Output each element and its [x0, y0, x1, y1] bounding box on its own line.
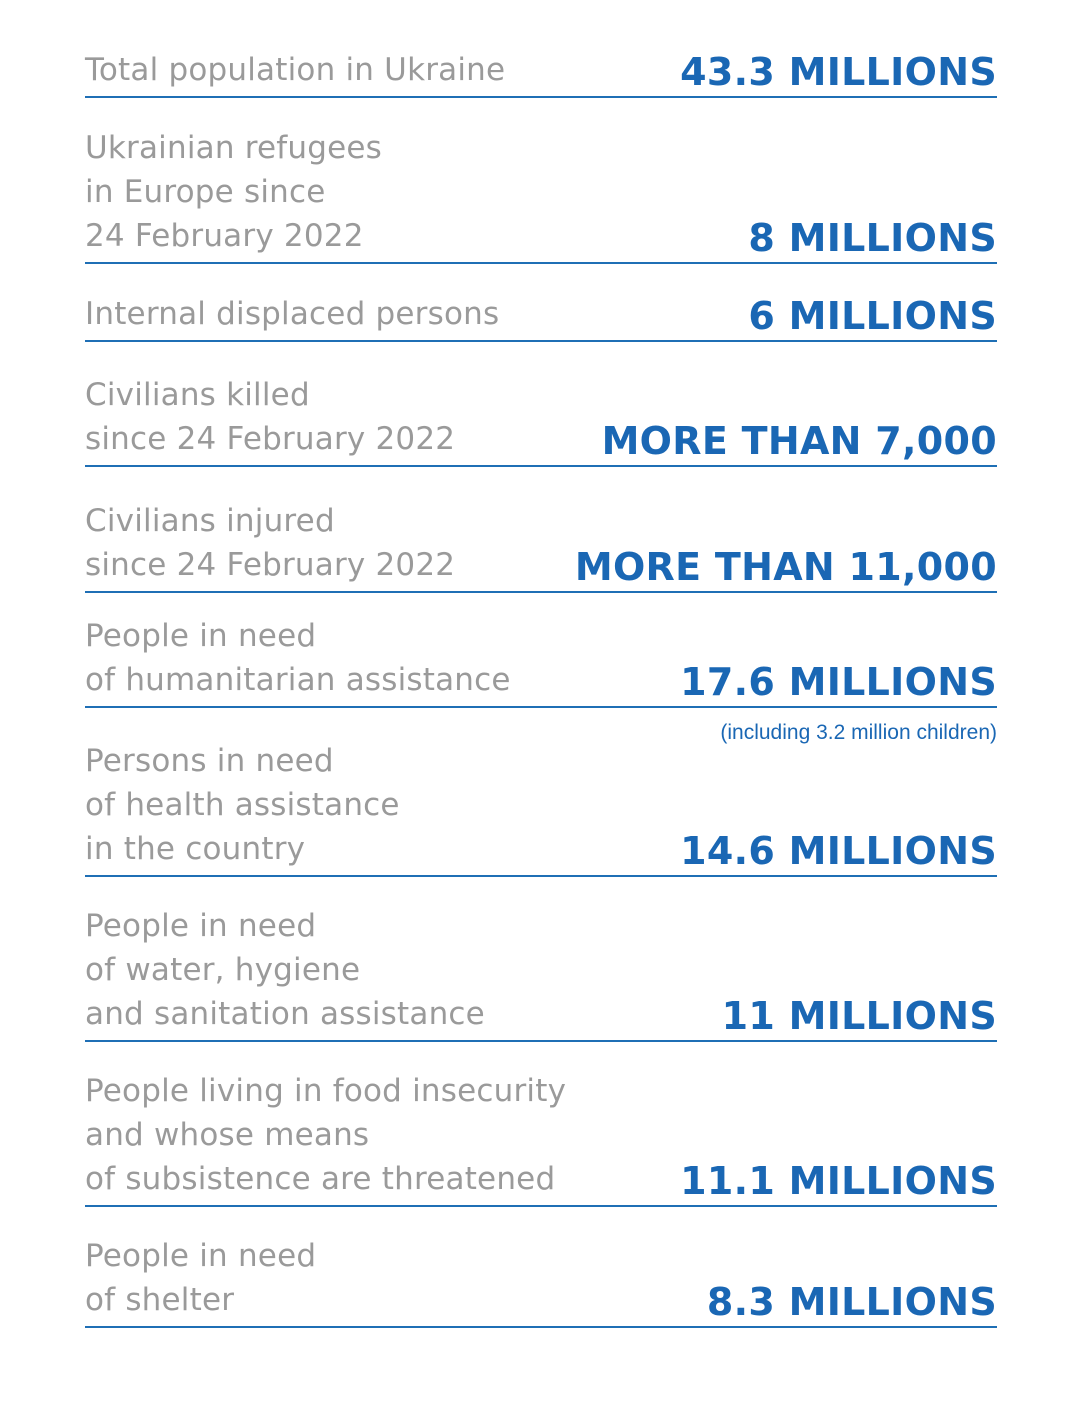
stat-label: [85, 739, 400, 875]
stat-row-health-assistance: [85, 736, 997, 877]
stat-value: MORE THAN 7,000: [601, 419, 997, 463]
stat-value: 11 MILLIONS: [721, 994, 997, 1038]
stat-value: MORE THAN 11,000: [574, 545, 997, 589]
stat-label-line: of health assistance: [85, 787, 400, 823]
stat-row-refugees-europe: [85, 125, 997, 264]
stat-label: [85, 904, 485, 1040]
stat-label-line: of shelter: [85, 1282, 235, 1318]
stat-value: 8 MILLIONS: [748, 216, 997, 260]
stat-value: 17.6 MILLIONS: [680, 660, 997, 704]
stat-label-line: Internal displaced persons: [85, 296, 500, 332]
stat-label: [85, 373, 455, 465]
stat-label-line: and sanitation assistance: [85, 996, 485, 1032]
stat-row-total-population: [85, 47, 997, 98]
stat-row-shelter: [85, 1233, 997, 1328]
stat-label-line: in the country: [85, 831, 306, 867]
stat-label-line: of humanitarian assistance: [85, 662, 511, 698]
stat-label-line: People in need: [85, 908, 317, 944]
stat-value: 6 MILLIONS: [748, 294, 997, 338]
stat-note-children: (including 3.2 million children): [720, 721, 997, 744]
stat-label-line: People in need: [85, 618, 317, 654]
stat-label-line: People in need: [85, 1238, 317, 1274]
stat-row-water-sanitation: [85, 902, 997, 1042]
stat-value: 43.3 MILLIONS: [680, 50, 997, 94]
stat-row-civilians-killed: [85, 369, 997, 467]
stat-label-line: 24 February 2022: [85, 218, 364, 254]
stat-label: [85, 499, 455, 591]
stat-label-line: Ukrainian refugees: [85, 130, 383, 166]
stat-label-line: since 24 February 2022: [85, 547, 456, 583]
stat-label: [85, 292, 499, 340]
stat-row-humanitarian-assistance: [85, 614, 997, 708]
stat-label-line: Persons in need: [85, 743, 334, 779]
stat-label-line: Civilians killed: [85, 377, 310, 413]
stat-value: 11.1 MILLIONS: [680, 1159, 997, 1203]
stat-row-civilians-injured: [85, 492, 997, 593]
stat-label: [85, 126, 382, 262]
stat-value: 8.3 MILLIONS: [706, 1280, 997, 1324]
stat-label-line: of water, hygiene: [85, 952, 361, 988]
stat-label: [85, 1234, 316, 1326]
stat-label-line: People living in food insecurity: [85, 1073, 567, 1109]
stat-label-line: and whose means: [85, 1117, 370, 1153]
stat-label-line: since 24 February 2022: [85, 421, 456, 457]
stat-label: [85, 614, 511, 706]
stat-label-line: Total population in Ukraine: [85, 52, 506, 88]
stat-row-food-insecurity: [85, 1067, 997, 1207]
stat-label: [85, 1069, 566, 1205]
stat-row-internal-displaced: [85, 291, 997, 342]
stat-label-line: in Europe since: [85, 174, 326, 210]
stat-label: [85, 48, 505, 96]
stat-value: 14.6 MILLIONS: [680, 829, 997, 873]
stat-label-line: of subsistence are threatened: [85, 1161, 556, 1197]
ukraine-statistics-list: [85, 0, 997, 1410]
stat-label-line: Civilians injured: [85, 503, 335, 539]
